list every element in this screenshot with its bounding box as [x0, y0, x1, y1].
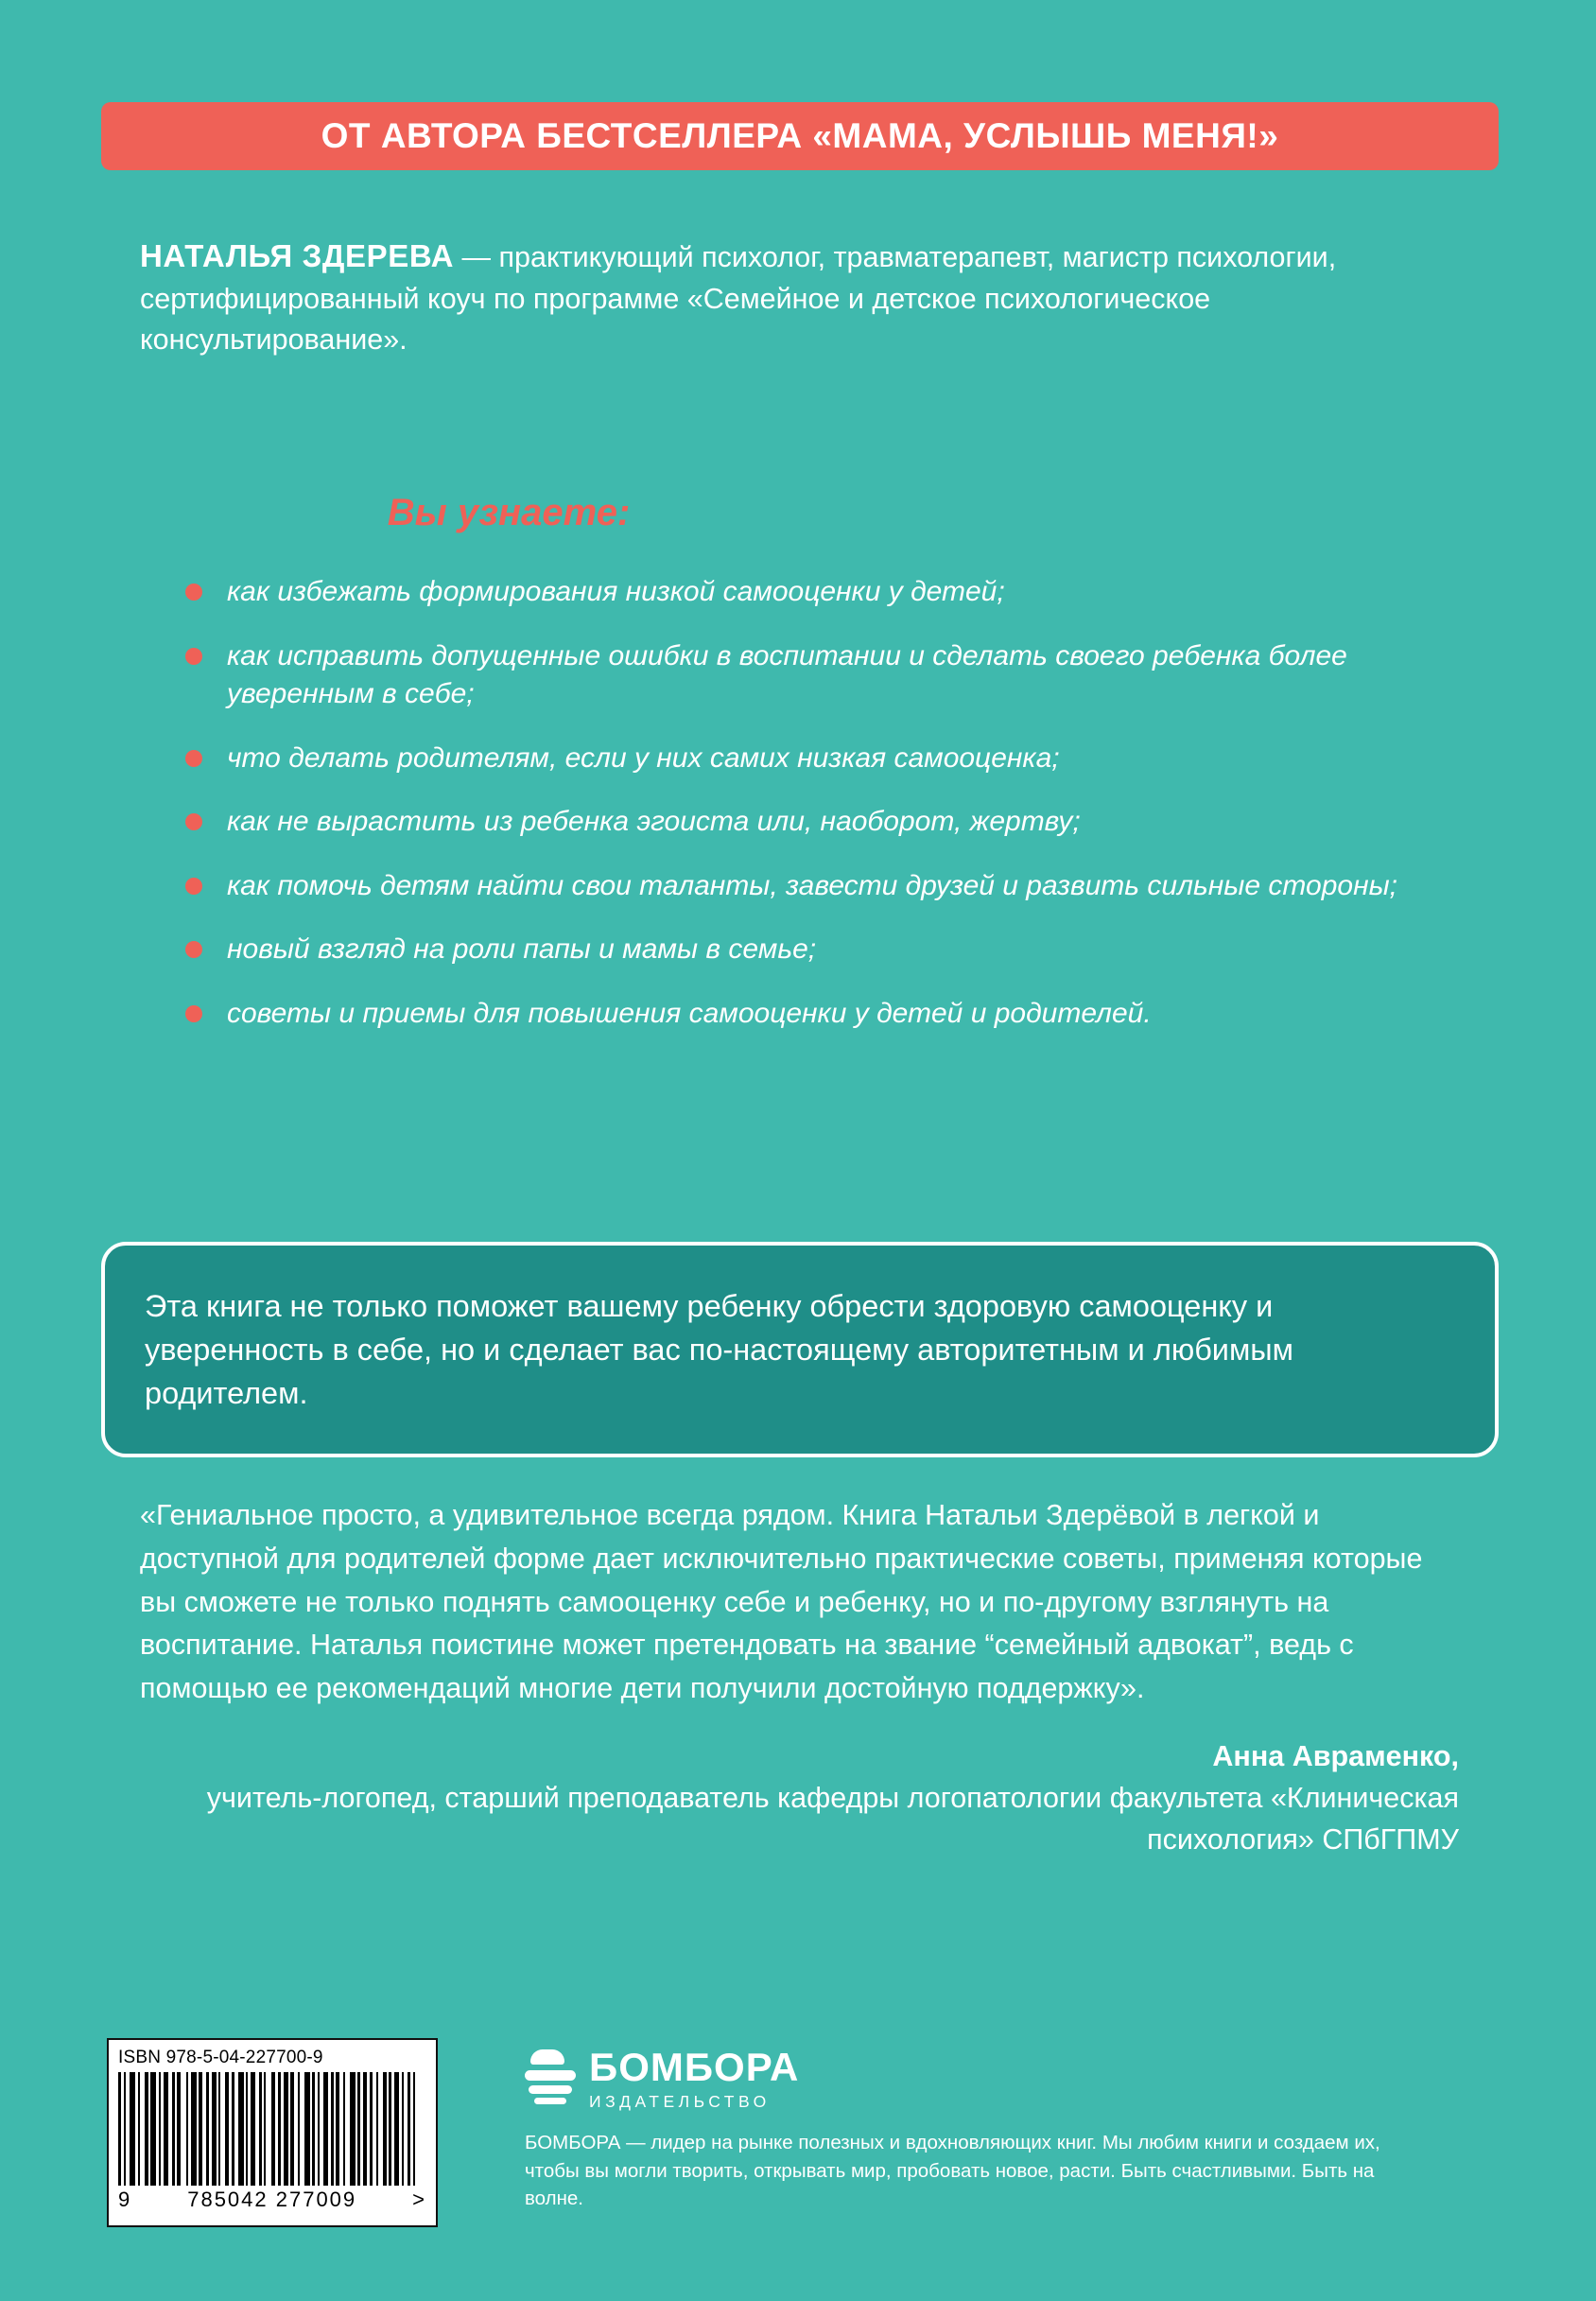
list-item-label: как избежать формирования низкой самооценки у детей;	[227, 576, 1005, 607]
publisher-names	[589, 2045, 800, 2112]
bullet-dot-icon	[185, 813, 202, 830]
publisher-subtitle: ИЗДАТЕЛЬСТВО	[589, 2092, 771, 2111]
highlight-callout	[101, 1242, 1499, 1457]
review-block	[140, 1494, 1459, 1860]
review-author-name: Анна Авраменко,	[1212, 1739, 1459, 1772]
author-description: — практикующий психолог, травматерапевт, магистр психологии, сертифицированный коуч по программе «Семейное и детское психологическое консультирование».	[140, 241, 1337, 357]
list-item-label: как помочь детям найти свои таланты, завести друзей и развить сильные стороны;	[227, 869, 1397, 901]
highlight-callout-text: Эта книга не только поможет вашему ребенку обрести здоровую самооценку и уверенность в себе, но и сделает вас по-настоящему авторитетным и любимым родителем.	[145, 1288, 1294, 1411]
publisher-logo-row	[525, 2045, 1423, 2112]
review-author-role: учитель-логопед, старший преподаватель кафедры логопатологии факультета «Клиническая психология» СПбГПМУ	[206, 1781, 1459, 1856]
list-item	[180, 803, 1466, 842]
list-item-label: как исправить допущенные ошибки в воспитании и сделать своего ребенка более уверенным в себе;	[227, 639, 1347, 709]
bullet-dot-icon	[185, 648, 202, 665]
isbn-label: ISBN 978-5-04-227700-9	[118, 2048, 323, 2067]
review-author	[140, 1735, 1459, 1861]
list-item-label: что делать родителям, если у них самих низкая самооценка;	[227, 741, 1060, 774]
publisher-description: БОМБОРА — лидер на рынке полезных и вдохновляющих книг. Мы любим книги и создаем их, чтобы вы могли творить, открывать мир, пробовать новое, расти. Быть счастливыми. Быть на волне.	[525, 2132, 1380, 2210]
list-item	[180, 867, 1466, 906]
bullet-dot-icon	[185, 584, 202, 601]
list-item-label: новый взгляд на роли папы и мамы в семье;	[227, 933, 817, 965]
bullet-dot-icon	[185, 750, 202, 767]
list-item-label: советы и приемы для повышения самооценки у детей и родителей.	[227, 997, 1152, 1029]
learn-list	[180, 573, 1466, 1058]
bullet-dot-icon	[185, 941, 202, 958]
list-item-label: как не вырастить из ребенка эгоиста или, наоборот, жертву;	[227, 806, 1081, 837]
list-item	[180, 637, 1466, 714]
bestseller-banner	[101, 102, 1499, 170]
barcode-digit-mid: 785042 277009	[187, 2188, 357, 2211]
list-item	[180, 995, 1466, 1034]
publisher-name: БОМБОРА	[589, 2045, 800, 2089]
barcode-digits	[118, 2188, 426, 2212]
publisher-block	[525, 2045, 1423, 2213]
barcode-digit-left: 9	[118, 2188, 132, 2211]
review-text: «Гениальное просто, а удивительное всегда рядом. Книга Натальи Здерёвой в легкой и доступной для родителей форме дает исключительно практические советы, применяя которые вы сможете не только поднять самооценку себе и ребенку, но и по-другому взглянуть на воспитание. Наталья поистине может претендовать на звание “семейный адвокат”, ведь с помощью ее рекомендаций многие дети получили достойную поддержку».	[140, 1499, 1423, 1704]
author-name: НАТАЛЬЯ ЗДЕРЕВА	[140, 238, 455, 273]
list-item	[180, 573, 1466, 612]
isbn-barcode-block	[107, 2038, 438, 2227]
bullet-dot-icon	[185, 1005, 202, 1022]
bestseller-banner-text: ОТ АВТОРА БЕСТСЕЛЛЕРА «МАМА, УСЛЫШЬ МЕНЯ!»	[321, 116, 1279, 155]
learn-heading: Вы узнаете:	[387, 492, 631, 533]
list-item	[180, 931, 1466, 969]
author-intro	[140, 235, 1407, 360]
barcode-image	[118, 2072, 426, 2186]
list-item	[180, 740, 1466, 778]
bullet-dot-icon	[185, 878, 202, 895]
bombora-logo-icon	[525, 2048, 576, 2104]
barcode-digit-right: >	[412, 2188, 426, 2211]
